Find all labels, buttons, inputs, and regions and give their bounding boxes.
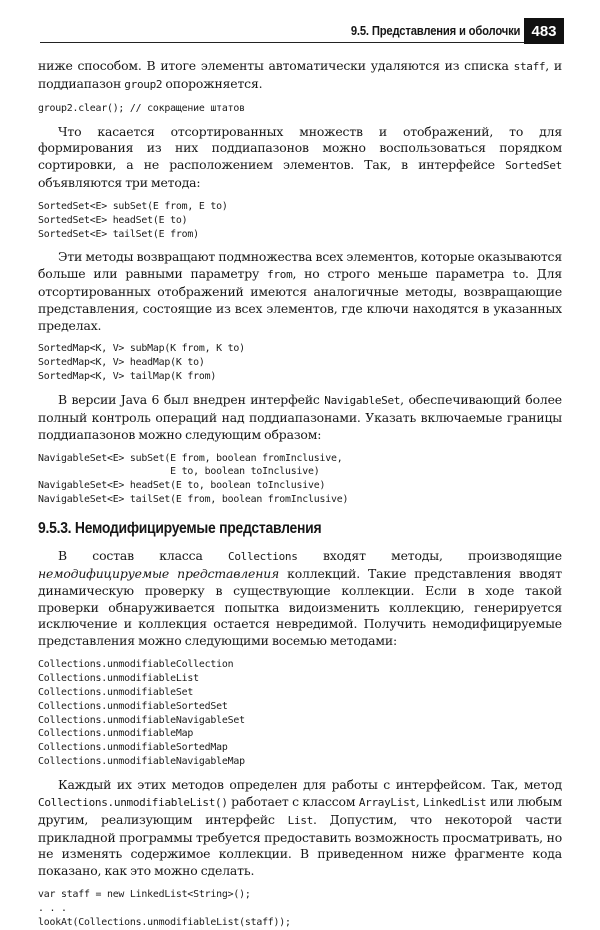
inline-code: ArrayList <box>358 795 416 809</box>
inline-code: staff <box>513 60 546 73</box>
code-line: Collections.unmodifiableSet <box>38 686 194 698</box>
paragraph-4 <box>38 392 562 443</box>
paragraph-1 <box>38 58 562 94</box>
text: , <box>415 793 423 809</box>
text: входят методы, производящие <box>297 548 562 564</box>
code-line: group2.clear(); // сокращение штатов <box>38 102 245 114</box>
code-line: SortedSet<E> subSet(E from, E to) <box>38 200 228 212</box>
code-line: SortedSet<E> headSet(E to) <box>38 214 188 226</box>
code-line: . . . <box>38 902 67 914</box>
code-line: NavigableSet<E> headSet(E to, boolean toInclusive) <box>38 480 326 492</box>
section-heading: 9.5.3. Немодифицируемые представления <box>38 520 322 538</box>
code-line: Collections.unmodifiableCollection <box>38 658 234 670</box>
code-line: SortedSet<E> tailSet(E from) <box>38 228 199 240</box>
text: Каждый их этих методов определен для работы с интерфейсом. Так, метод <box>58 777 562 793</box>
paragraph-2 <box>38 124 562 192</box>
code-line: Collections.unmodifiableSortedMap <box>38 742 228 754</box>
inline-code: Collections.unmodifiableList() <box>38 795 228 809</box>
text: Что касается отсортированных множеств и отображений, то для формирования из них поддиапазонов можно воспользоваться порядком сортировки, а не расположением элементов. Так, в интерфейсе <box>38 123 562 173</box>
code-line: E to, boolean toInclusive) <box>38 466 320 478</box>
text: опорожняется. <box>162 75 263 91</box>
paragraph-5 <box>38 548 562 650</box>
text: Эти методы возвращают подмножества всех элементов, которые оказываются больше или равными параметру <box>38 249 562 282</box>
code-block-5 <box>38 658 562 769</box>
paragraph-6 <box>38 777 562 880</box>
running-head-title: 9.5. Представления и оболочки <box>350 24 520 38</box>
inline-code: Collections <box>228 550 298 564</box>
code-line: NavigableSet<E> subSet(E from, boolean fromInclusive, <box>38 452 343 464</box>
inline-code: from <box>267 268 293 282</box>
header-rule <box>40 42 532 43</box>
code-line: NavigableSet<E> tailSet(E from, boolean fromInclusive) <box>38 494 349 506</box>
code-line: Collections.unmodifiableSortedSet <box>38 700 228 712</box>
code-line: Collections.unmodifiableNavigableMap <box>38 756 245 768</box>
inline-code: List <box>287 813 313 827</box>
text: работает с классом <box>227 793 359 809</box>
inline-code: NavigableSet <box>324 394 401 408</box>
code-block-4 <box>38 452 562 508</box>
text: В состав класса <box>58 548 229 564</box>
text: . Допустим, что некоторой части прикладной программы требуется предоставить возможность просматривать, но не изменять содержимое коллекции. В приведенном ниже фрагменте кода показано, как это можно сделать. <box>38 811 562 879</box>
code-block-2 <box>38 200 562 242</box>
emphasis: немодифицируемые представления <box>38 565 280 581</box>
code-block-3 <box>38 342 562 384</box>
code-line: SortedMap<K, V> subMap(K from, K to) <box>38 343 245 355</box>
inline-code: group2 <box>124 77 163 91</box>
text: В версии Java 6 был внедрен интерфейс <box>58 392 325 408</box>
code-block-6 <box>38 888 562 930</box>
text: . Для отсортированных отображений имеются аналогичные методы, возвращающие представления, состоящие из всех элементов, где ключи находятся в указанных пределах. <box>38 266 562 333</box>
running-head <box>0 18 600 48</box>
text: объявляются три метода: <box>38 174 201 190</box>
inline-code: SortedSet <box>505 159 562 173</box>
code-block-1 <box>38 102 562 116</box>
text: , но строго меньше параметра <box>292 266 513 282</box>
code-line: SortedMap<K, V> tailMap(K from) <box>38 371 217 383</box>
inline-code: to <box>512 268 525 282</box>
text: коллекций. Такие представления вводят динамическую проверку в существующие коллекции. Если в ходе такой проверки обнаруживается попытка видоизменить коллекцию, генерируется исключение и коллекция остается невредимой. Получить немодифицируемые представления можно следующими восемью методами: <box>38 565 562 649</box>
text: , и поддиапазон <box>38 58 562 91</box>
code-line: var staff = new LinkedList<String>(); <box>38 888 251 900</box>
code-line: Collections.unmodifiableList <box>38 672 199 684</box>
code-line: lookAt(Collections.unmodifiableList(staff)); <box>38 916 291 928</box>
code-line: Collections.unmodifiableNavigableSet <box>38 714 245 726</box>
code-line: Collections.unmodifiableMap <box>38 728 194 740</box>
text: или любым другим, реализующим интерфейс <box>38 793 563 827</box>
inline-code: LinkedList <box>423 795 487 809</box>
code-line: SortedMap<K, V> headMap(K to) <box>38 357 205 369</box>
page-body <box>38 58 562 930</box>
page-number: 483 <box>524 18 564 44</box>
paragraph-3 <box>38 249 562 334</box>
text: , обеспечивающий более полный контроль операций над поддиапазонами. Указать включаемые границы поддиапазонов можно следующим образом: <box>38 392 562 442</box>
text: ниже способом. В итоге элементы автоматически удаляются из списка <box>38 58 514 73</box>
